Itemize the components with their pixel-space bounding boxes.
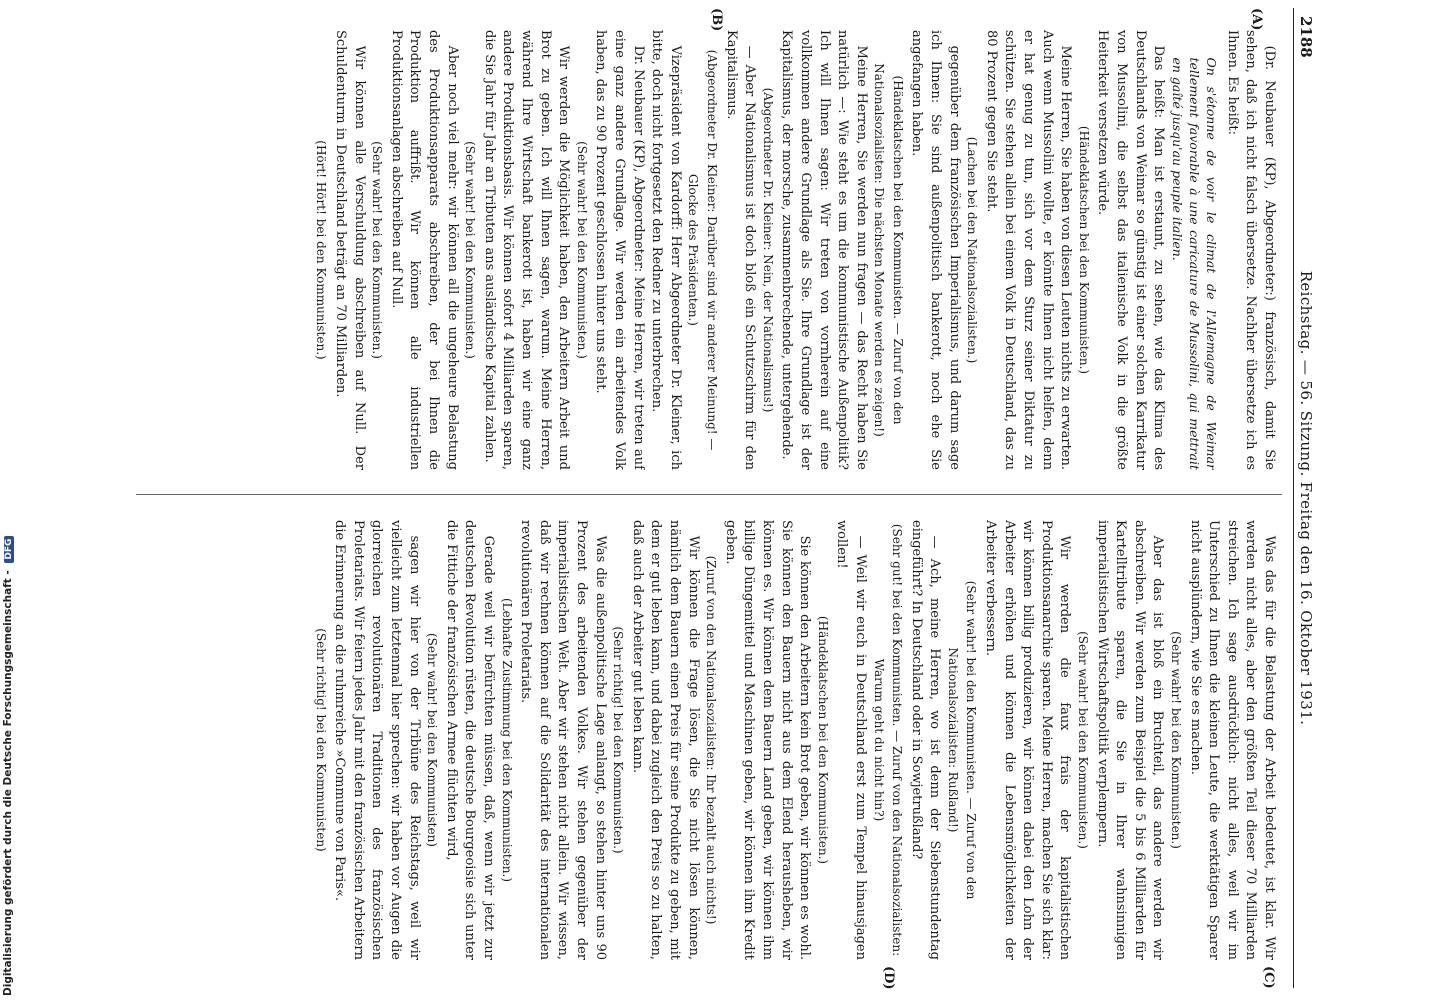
right-column-paragraph: sagen wir hier von der Tribüne des Reichstags, weil wir vielleicht zum letztenmal hier sprechen: wir haben vor Augen die glorreichen revolutionären Traditionen des französischen Proletariats. Wir feiern jedes Jahr mit den französischen Arbeitern die Erinnerung an die ruhmreiche »Commune von Paris«. [332,520,422,960]
right-column-paragraph: Gerade weil wir befürchten müssen, daß, wenn wir jetzt zur deutschen Revolution rüsten, die deutsche Bourgeoisie sich unter die Fittiche der französischen Armee flüchten wird, [443,520,497,960]
left-column-paragraph: Das heißt: Man ist erstaunt, zu sehen, wie das Klima des Deutschlands von Weimar so günstig ist einer solchen Karrikatur von Mussolini, die selbst das italienische Volk in die größte Heiterkeit versetzen würde. [1095,30,1167,470]
right-column-paragraph: Was die außenpolitische Lage anlangt, so stehen hinter uns 90 Prozent des arbeitenden Volkes. Wir stehen gegenüber der imperialistischen Welt. Aber wir stehen nicht allein. Wir wissen, daß wir rechnen können auf die Solidarität des internationalen revolutionären Proletariats. [518,520,608,960]
right-column-paragraph: Was das für die Belastung der Arbeit bedeutet, ist klar. Wir werden nicht alles, aber den größten Teil dieser 70 Milliarden streichen. Ich sage ausdrücklich: nicht alles, weil wir im Unterschied zu Ihnen die kleinen Leute, die werktätigen Sparer nicht ausplündern, wie Sie es machen. [1187,520,1277,960]
left-column-paragraph: Dr. Neubauer (KP), Abgeordneter: Meine Herren, wir treten auf eine ganz andere Grundlage. Wir werden ein arbeitendes Volk haben, das zu 90 Prozent geschlossen hinter uns steht. [593,30,646,470]
left-column-interjection: (Hört! Hört! bei den Kommunisten.) [314,140,329,360]
left-column-interjection: (Sehr wahr! bei den Kommunisten.) [370,141,385,359]
right-column-interjection: (Sehr gut! bei den Kommunisten. — Zuruf von den Nationalsozialisten: Warum geht du nicht hin?) [871,523,905,957]
running-title: Reichstag. — 56. Sitzung. Freitag den 16. Oktober 1931. [1297,270,1315,726]
right-column-paragraph: Wir werden die faux frais der kapitalistischen Produktionsanarchie sparen. Meine Herren, machen Sie sich klar: wir können billig produzieren, wir können dabei den Lohn der Arbeiter erhöhen und können die Lebensmöglichkeiten der Arbeiter verbessern. [983,520,1073,960]
right-column-paragraph: Wir können die Frage lösen, die Sie nicht lösen können, nämlich dem Bauern einen Preis für seine Produkte zu geben, mit dem er gut leben kann, und dabei zugleich den Preis so zu halten, daß auch der Arbeiter gut leben kann. [629,520,701,960]
right-column-interjection: (Zuruf von den Nationalsozialisten: Ihr bezahlt auch nichts!) [704,555,719,925]
left-column-paragraph: Meine Herren, Sie haben von diesen Leuten nichts zu erwarten. Auch wenn Mussolini wollte, er könnte Ihnen nicht helfen, denn er hat genug zu tun, sich vor dem Sturz seiner Diktatur zu schützen. Sie stehen allein bei einem Volk in Deutschland, das zu 80 Prozent gegen Sie steht. [983,30,1074,470]
left-column-paragraph: Meine Herren, Sie werden nun fragen — das Recht haben Sie natürlich —: Wie steht es um die kommunistische Außenpolitik? Ich will Ihnen sagen: Wir treten von vornherein auf eine vollkommen andere Grundlage als Sie. Ihre Grundlage ist der Kapitalismus, der morsche, zusammenbrechende, untergehende. [779,30,869,470]
left-column-paragraph: (Dr. Neubauer (KP), Abgeordneter:) französisch, damit Sie sehen, daß ich nicht falsch übersetze. Nachher übersetze ich es Ihnen. Es heißt: [1224,30,1277,470]
margin-marker-d: (D) [881,966,896,990]
left-column-paragraph: Vizepräsident von Kardorff: Herr Abgeordneter Dr. Kleiner, ich bitte, doch nicht fortgesetzt den Redner zu unterbrechen. [649,30,683,470]
left-column-interjection: (Abgeordneter Dr. Kleiner: Nein, der Nationalismus!) [760,87,775,413]
left-column [136,30,1278,470]
left-column-paragraph: Wir werden die Möglichkeit haben, den Arbeitern Arbeit und Brot zu geben. Ich will Ihnen sagen, warum. Meine Herren, während Ihre Wirtschaft bankerott ist, haben wir eine ganz andere Produktionsbasis. Wir können sofort 4 Milliarden sparen, die Sie Jahr für Jahr an Tributen ans ausländische Kapital zahlen. [481,30,572,470]
left-column-interjection: (Händeklatschen bei den Kommunisten. — Zuruf von den Nationalsozialisten: Die nächsten Monate werden es zeigen!) [872,63,905,437]
right-column-interjection: (Sehr wahr! bei den Kommunisten.) [1076,631,1091,849]
left-column-interjection: (Händeklatschen bei den Kommunisten.) [1076,125,1091,375]
column-rule [136,494,1282,495]
left-column-paragraph: gegenüber dem französischen Imperialismus, und darum sage ich Ihnen: Sie sind außenpolitisch bankerott, noch ehe Sie angefangen haben. [909,30,962,470]
right-column-interjection: (Sehr wahr! bei den Kommunisten. — Zuruf von den Nationalsozialisten: Rußland!) [945,580,979,900]
digitization-credit [2,526,20,996]
left-column-interjection: (Sehr wahr! bei den Kommunisten.) [463,141,478,359]
right-column-paragraph: — Ach, meine Herren, wo ist denn der Siebenstundentag eingeführt? In Deutschland oder in Sowjetrußland? [908,520,943,960]
running-header [1293,8,1316,988]
right-column-interjection: (Händeklatschen bei den Kommunisten.) [815,615,830,865]
left-column-quote: On s'étonne de voir le climat de l'Allemagne de Weimar tellement favorable à une caricature de Mussolini, qui mettrait en gaîté jusqu'au peuple italien. [1170,57,1220,470]
left-column-paragraph: Aber noch viel mehr: wir können all die ungeheure Belastung des Produktionsapparats abschreiben, der bei Ihnen die Produktion auffrißt. Wir können alle industriellen Produktionsanlagen abschreiben auf Null. [388,30,460,470]
left-column-paragraph: Wir können alle Verschuldung abschreiben auf Null. Der Schuldenturm in Deutschland beträgt an 70 Milliarden. [333,30,367,470]
dfg-logo: DFG [4,536,14,563]
right-column [136,520,1278,960]
margin-marker-b: (B) [709,8,724,32]
page-number: 2188 [1297,16,1315,58]
right-column-interjection: (Sehr wahr! bei den Kommunisten.) [1169,631,1184,849]
right-column-paragraph: Aber das ist bloß ein Bruchteil, das andere werden wir abschreiben. Wir werden zum Beispiel die 5 bis 6 Milliarden für Kartelltribute sparen, die Sie in Ihrer wahnsinnigen imperialistischen Wirtschaftspolitik verplempern. [1094,520,1166,960]
left-column-interjection: (Sehr wahr! bei den Kommunisten.) [574,141,589,359]
right-column-paragraph: — Weil wir euch in Deutschland erst zum Tempel hinausjagen wollen! [834,520,868,960]
left-column-interjection: (Lachen bei den Nationalsozialisten.) [965,136,980,364]
right-column-interjection: (Sehr richtig! bei den Kommunisten.) [611,626,626,854]
credit-text: Digitalisierung gefördert durch die Deutsche Forschungsgemeinschaft - [2,570,14,996]
right-column-interjection: (Lebhafte Zustimmung bei den Kommunisten.) [499,597,514,883]
left-column-paragraph: — Aber Nationalismus ist doch bloß ein Schutzschirm für den Kapitalismus. [723,30,758,470]
rotated-document-page [126,8,1316,988]
right-column-interjection: (Sehr wahr! bei den Kommunisten) [425,633,440,847]
margin-marker-c: (C) [1261,966,1276,989]
left-column-interjection: (Abgeordneter Dr. Kleiner: Darüber sind wir anderer Meinung! — Glocke des Präsidenten.) [686,49,719,451]
right-column-paragraph: Sie können den Arbeitern kein Brot geben, wir können es wohl. Sie können den Bauern nicht aus dem Elend herausheben, wir können es. Wir können dem Bauern Land geben, wir können ihm billige Düngemittel und Maschinen geben, wir können ihm Kredit geben. [722,520,813,960]
right-column-interjection: (Sehr richtig! bei den Kommunisten) [313,628,328,852]
margin-marker-a: (A) [1249,8,1264,31]
